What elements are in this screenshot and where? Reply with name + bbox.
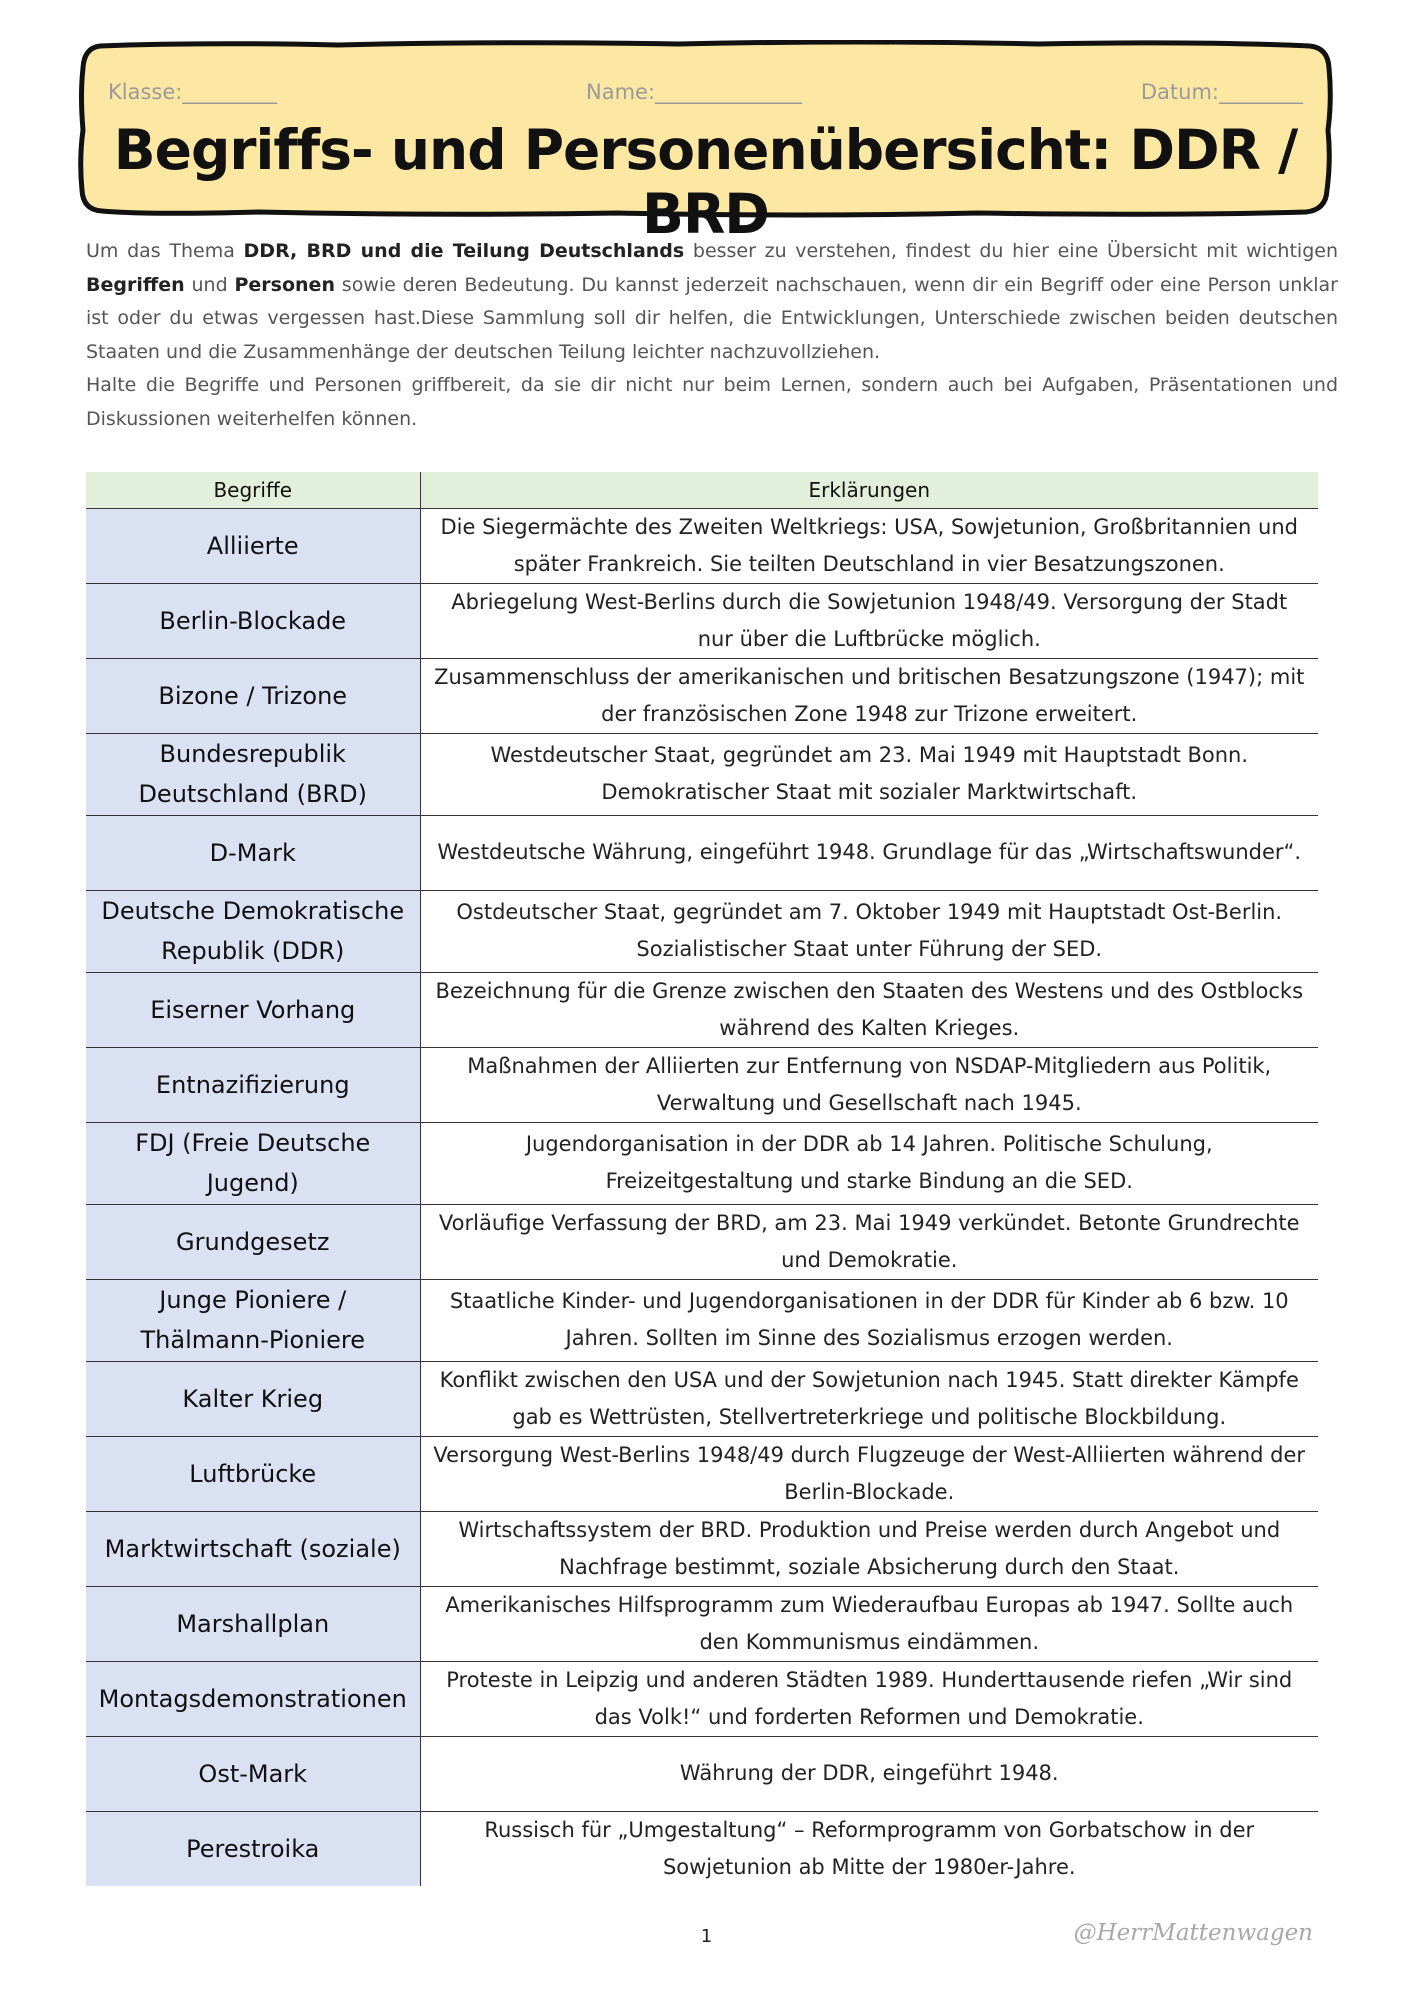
column-header-explanations: Erklärungen: [420, 472, 1318, 508]
term-cell: Eiserner Vorhang: [86, 972, 420, 1047]
term-cell: D-Mark: [86, 815, 420, 890]
explanation-cell: Westdeutscher Staat, gegründet am 23. Mai 1949 mit Hauptstadt Bonn. Demokratischer Staat mit sozialer Marktwirtschaft.: [420, 733, 1318, 815]
author-credit: @HerrMattenwagen: [1073, 1920, 1313, 1946]
table-row: [86, 1436, 1318, 1511]
intro-text: [86, 235, 1338, 436]
term-cell: Entnazifizierung: [86, 1047, 420, 1122]
explanation-cell: Vorläufige Verfassung der BRD, am 23. Mai 1949 verkündet. Betonte Grundrechte und Demokratie.: [420, 1204, 1318, 1279]
term-cell: Marshallplan: [86, 1586, 420, 1661]
table-row: [86, 972, 1318, 1047]
explanation-cell: Proteste in Leipzig und anderen Städten 1989. Hunderttausende riefen „Wir sind das Volk!“ und forderten Reformen und Demokratie.: [420, 1661, 1318, 1736]
explanation-cell: Bezeichnung für die Grenze zwischen den Staaten des Westens und des Ostblocks während des Kalten Krieges.: [420, 972, 1318, 1047]
term-cell: Bundesrepublik Deutschland (BRD): [86, 733, 420, 815]
explanation-cell: Die Siegermächte des Zweiten Weltkriegs: USA, Sowjetunion, Großbritannien und später Frankreich. Sie teilten Deutschland in vier Besatzungszonen.: [420, 508, 1318, 583]
term-cell: Kalter Krieg: [86, 1361, 420, 1436]
header-box: [78, 40, 1333, 246]
explanation-cell: Maßnahmen der Alliierten zur Entfernung von NSDAP-Mitgliedern aus Politik, Verwaltung und Gesellschaft nach 1945.: [420, 1047, 1318, 1122]
explanation-cell: Zusammenschluss der amerikanischen und britischen Besatzungszone (1947); mit der französischen Zone 1948 zur Trizone erweitert.: [420, 658, 1318, 733]
term-cell: Junge Pioniere / Thälmann-Pioniere: [86, 1279, 420, 1361]
term-cell: Deutsche Demokratische Republik (DDR): [86, 890, 420, 972]
terms-table-body: [86, 508, 1318, 1886]
table-row: [86, 583, 1318, 658]
term-cell: Marktwirtschaft (soziale): [86, 1511, 420, 1586]
term-cell: FDJ (Freie Deutsche Jugend): [86, 1122, 420, 1204]
table-row: [86, 1661, 1318, 1736]
term-cell: Alliierte: [86, 508, 420, 583]
table-row: [86, 890, 1318, 972]
page-number: 1: [700, 1926, 713, 1947]
intro-text-part: sowie deren Bedeutung. Du kannst jederzeit nachschauen, wenn dir ein Begriff oder eine Person unklar ist oder du etwas vergessen hast.Diese Sammlung soll dir helfen, die Entwicklungen, Unterschiede zwischen beiden deutschen Staaten und die Zusammenhänge der deutschen Teilung leichter nachzuvollziehen.: [86, 273, 1338, 363]
table-header-row: [86, 472, 1318, 508]
intro-text-part: und: [184, 273, 235, 296]
term-cell: Montagsdemonstrationen: [86, 1661, 420, 1736]
term-cell: Grundgesetz: [86, 1204, 420, 1279]
table-row: [86, 658, 1318, 733]
term-cell: Bizone / Trizone: [86, 658, 420, 733]
explanation-cell: Jugendorganisation in der DDR ab 14 Jahren. Politische Schulung, Freizeitgestaltung und starke Bindung an die SED.: [420, 1122, 1318, 1204]
datum-field[interactable]: Datum:________: [1140, 80, 1303, 104]
term-cell: Berlin-Blockade: [86, 583, 420, 658]
terms-table: [86, 472, 1318, 1886]
table-row: [86, 1811, 1318, 1886]
intro-text-part: Um das Thema: [86, 240, 244, 262]
table-row: [86, 1047, 1318, 1122]
table-row: [86, 1279, 1318, 1361]
table-row: [86, 1361, 1318, 1436]
explanation-cell: Abriegelung West-Berlins durch die Sowjetunion 1948/49. Versorgung der Stadt nur über die Luftbrücke möglich.: [420, 583, 1318, 658]
intro-text-part: besser zu verstehen, findest du hier eine Übersicht mit wichtigen: [684, 240, 1338, 262]
intro-paragraph-2: Halte die Begriffe und Personen griffbereit, da sie dir nicht nur beim Lernen, sondern auch bei Aufgaben, Präsentationen und Diskussionen weiterhelfen können.: [86, 374, 1338, 430]
name-field[interactable]: Name:______________: [586, 80, 803, 104]
table-row: [86, 1511, 1318, 1586]
column-header-terms: Begriffe: [86, 472, 420, 508]
explanation-cell: Versorgung West-Berlins 1948/49 durch Flugzeuge der West-Alliierten während der Berlin-Blockade.: [420, 1436, 1318, 1511]
explanation-cell: Ostdeutscher Staat, gegründet am 7. Oktober 1949 mit Hauptstadt Ost-Berlin. Sozialistischer Staat unter Führung der SED.: [420, 890, 1318, 972]
explanation-cell: Staatliche Kinder- und Jugendorganisationen in der DDR für Kinder ab 6 bzw. 10 Jahren. Sollten im Sinne des Sozialismus erzogen werden.: [420, 1279, 1318, 1361]
table-row: [86, 815, 1318, 890]
intro-bold-topic: DDR, BRD und die Teilung Deutschlands: [243, 240, 685, 262]
table-row: [86, 1122, 1318, 1204]
explanation-cell: Währung der DDR, eingeführt 1948.: [420, 1736, 1318, 1811]
table-row: [86, 1736, 1318, 1811]
table-row: [86, 1586, 1318, 1661]
explanation-cell: Wirtschaftssystem der BRD. Produktion und Preise werden durch Angebot und Nachfrage bestimmt, soziale Absicherung durch den Staat.: [420, 1511, 1318, 1586]
intro-bold-personen: Personen: [234, 273, 335, 296]
table-row: [86, 1204, 1318, 1279]
explanation-cell: Westdeutsche Währung, eingeführt 1948. Grundlage für das „Wirtschaftswunder“.: [420, 815, 1318, 890]
term-cell: Luftbrücke: [86, 1436, 420, 1511]
header-fields: [108, 80, 1303, 110]
explanation-cell: Amerikanisches Hilfsprogramm zum Wiederaufbau Europas ab 1947. Sollte auch den Kommunismus eindämmen.: [420, 1586, 1318, 1661]
table-row: [86, 508, 1318, 583]
intro-paragraph-1: [86, 235, 1338, 369]
term-cell: Perestroika: [86, 1811, 420, 1886]
explanation-cell: Russisch für „Umgestaltung“ – Reformprogramm von Gorbatschow in der Sowjetunion ab Mitte der 1980er-Jahre.: [484, 1817, 1255, 1879]
intro-bold-begriffen: Begriffen: [86, 273, 185, 296]
term-cell: Ost-Mark: [86, 1736, 420, 1811]
table-row: [86, 733, 1318, 815]
page-title: Begriffs- und Personenübersicht: DDR / BRD: [113, 118, 1298, 246]
klasse-field[interactable]: Klasse:_________: [108, 80, 277, 104]
explanation-cell: Konflikt zwischen den USA und der Sowjetunion nach 1945. Statt direkter Kämpfe gab es Wettrüsten, Stellvertreterkriege und politische Blockbildung.: [420, 1361, 1318, 1436]
